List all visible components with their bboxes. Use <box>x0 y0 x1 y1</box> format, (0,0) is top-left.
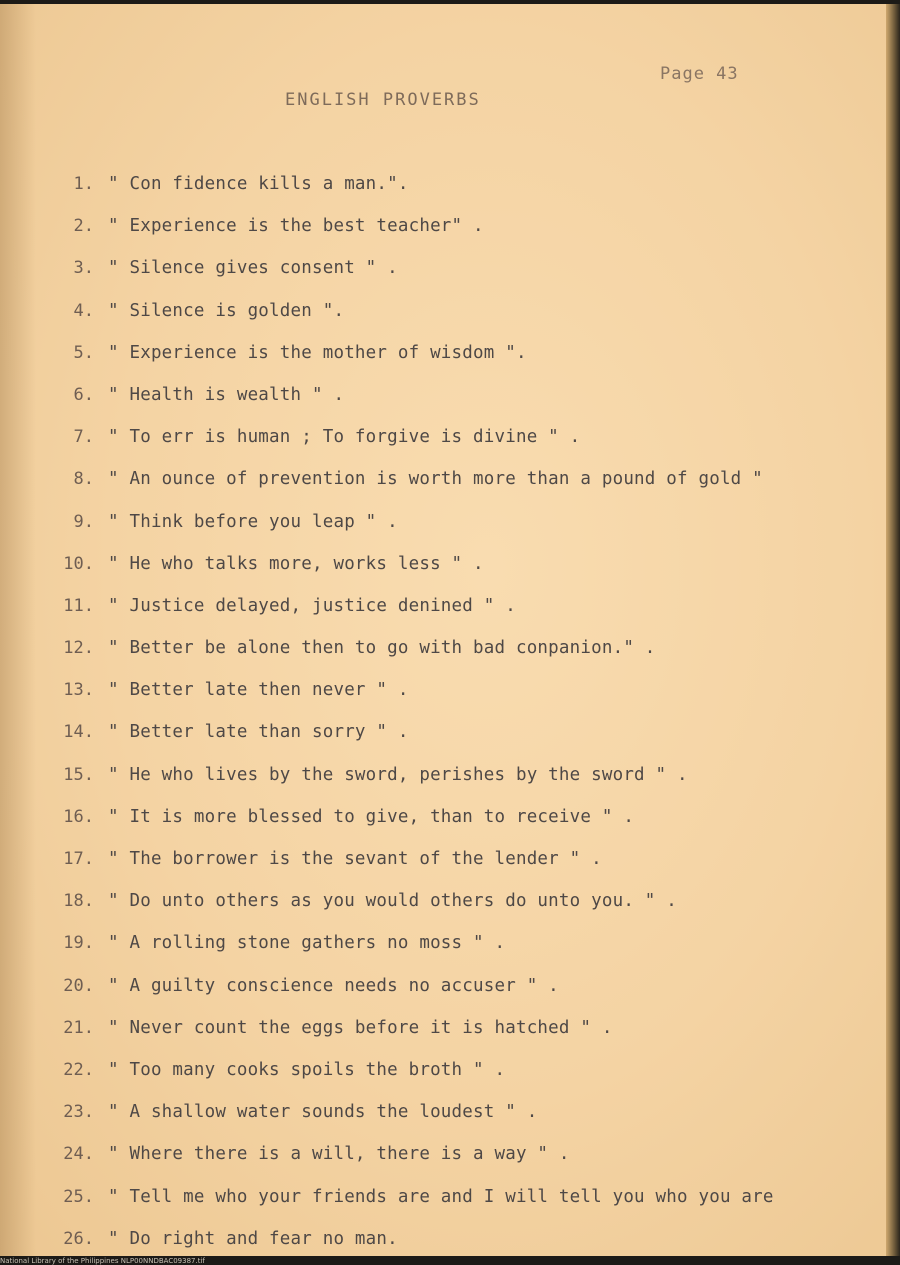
proverb-text: " Silence gives consent " . <box>108 258 398 279</box>
proverb-number: 21. <box>63 1017 94 1038</box>
proverb-number: 15. <box>63 764 94 785</box>
proverb-text: " Experience is the best teacher" . <box>108 216 484 237</box>
proverb-text: " The borrower is the sevant of the lender " . <box>108 849 602 869</box>
proverb-number: 10. <box>63 553 94 574</box>
proverb-number: 8. <box>73 469 94 490</box>
proverb-number: 6. <box>73 384 94 405</box>
proverb-text: " He who lives by the sword, perishes by the sword " . <box>108 764 688 785</box>
proverb-text: " Experience is the mother of wisdom ". <box>108 342 527 363</box>
proverb-text: " It is more blessed to give, than to receive " . <box>108 806 635 827</box>
proverb-number: 22. <box>63 1059 94 1080</box>
proverb-text: " An ounce of prevention is worth more than a pound of gold " <box>108 469 763 490</box>
proverb-text: " A guilty conscience needs no accuser " . <box>108 975 559 996</box>
proverb-number: 23. <box>63 1102 94 1123</box>
proverb-text: " Where there is a will, there is a way " . <box>108 1144 570 1165</box>
page-title: ENGLISH PROVERBS <box>285 90 481 110</box>
proverb-number: 7. <box>73 427 94 448</box>
proverb-number: 1. <box>73 174 94 194</box>
proverb-number: 12. <box>63 638 94 659</box>
typewritten-page <box>0 4 886 1256</box>
proverb-text: " Do right and fear no man. <box>108 1228 398 1249</box>
proverb-number: 2. <box>73 216 94 237</box>
proverb-number: 24. <box>63 1144 94 1165</box>
proverb-text: " Do unto others as you would others do unto you. " . <box>108 891 678 912</box>
proverb-text: " Justice delayed, justice denined " . <box>108 595 516 616</box>
proverb-text: " He who talks more, works less " . <box>108 553 484 574</box>
archive-caption: National Library of the Philippines NLP00NNDBAC09387.tif <box>0 1257 205 1265</box>
proverb-text: " Too many cooks spoils the broth " . <box>108 1059 506 1080</box>
proverb-text: " A shallow water sounds the loudest " . <box>108 1102 538 1123</box>
proverb-number: 25. <box>63 1186 94 1207</box>
binding-shadow <box>0 4 36 1256</box>
proverb-text: " Better be alone then to go with bad conpanion." . <box>108 638 656 659</box>
proverb-text: " A rolling stone gathers no moss " . <box>108 933 506 954</box>
proverb-text: " Silence is golden ". <box>108 300 345 321</box>
proverb-number: 13. <box>63 680 94 701</box>
proverb-number: 5. <box>73 342 94 363</box>
proverb-text: " Better late then never " . <box>108 680 409 701</box>
proverb-number: 3. <box>73 258 94 279</box>
proverb-number: 14. <box>63 722 94 743</box>
proverb-number: 19. <box>63 933 94 954</box>
proverb-number: 4. <box>73 300 94 321</box>
proverb-text: " Better late than sorry " . <box>108 722 409 743</box>
proverb-text: " To err is human ; To forgive is divine " . <box>108 427 581 448</box>
proverb-text: " Health is wealth " . <box>108 384 345 405</box>
page-edge <box>886 4 900 1256</box>
proverb-text: " Never count the eggs before it is hatched " . <box>108 1017 613 1038</box>
proverb-number: 18. <box>63 891 94 912</box>
proverb-text: " Con fidence kills a man.". <box>108 174 409 194</box>
proverb-number: 17. <box>63 849 94 869</box>
proverb-number: 26. <box>63 1228 94 1249</box>
proverb-number: 9. <box>73 511 94 532</box>
proverb-text: " Think before you leap " . <box>108 511 398 532</box>
proverb-number: 20. <box>63 975 94 996</box>
proverb-number: 16. <box>63 806 94 827</box>
proverb-number: 11. <box>63 595 94 616</box>
proverb-text: " Tell me who your friends are and I will tell you who you are <box>108 1186 774 1207</box>
page-number: Page 43 <box>660 64 739 84</box>
